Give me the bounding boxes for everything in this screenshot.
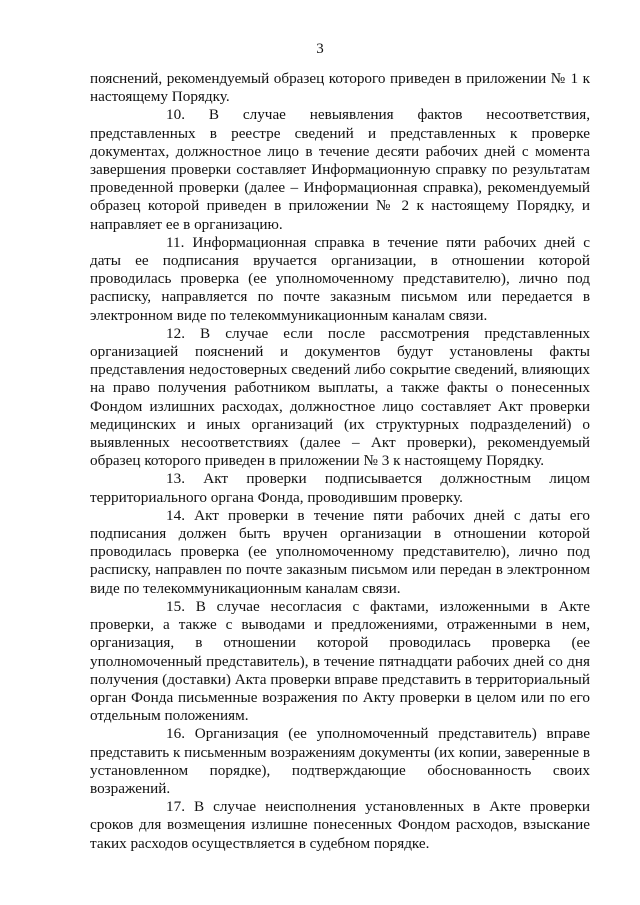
paragraph-text: В случае несогласия с фактами, изложенными в Акте проверки, а также с выводами и предложениями, отраженными в нем, организация, в отношении которой проводилась проверка (ее уполномоченный представитель), в течение пятнадцати рабочих дней со дня получения (доставки) Акта проверки вправе представить в территориальный орган Фонда письменные возражения по Акту проверки в целом или по его отдельным положениям.	[90, 597, 591, 725]
paragraph-12	[90, 325, 590, 471]
paragraph-17	[90, 798, 590, 853]
paragraph-14	[90, 507, 590, 598]
paragraph-11	[90, 234, 590, 325]
paragraph-number: 12.	[166, 324, 185, 342]
paragraph-number: 16.	[166, 725, 185, 743]
paragraph-number: 10.	[166, 106, 185, 124]
paragraph-16	[90, 725, 590, 798]
paragraph-text: В случае если после рассмотрения представленных организацией пояснений и документов будут установлены факты представления недостоверных сведений либо сокрытие сведений, влияющих на право получения работником выплаты, а также факты о понесенных Фондом излишних расходах, должностное лицо составляет Акт проверки медицинских и иных организаций (их структурных подразделений) о выявленных несоответствиях (далее – Акт проверки), рекомендуемый образец которого приведен в приложении № 3 к настоящему Порядку.	[90, 324, 591, 470]
paragraph-10	[90, 106, 590, 233]
paragraph-number: 13.	[166, 470, 185, 488]
paragraph-text: Информационная справка в течение пяти рабочих дней с даты ее подписания вручается организации, в отношении которой проводилась проверка (ее уполномоченному представителю), лично под расписку, направляется по почте заказным письмом или передается в электронном виде по телекоммуникационным каналам связи.	[90, 233, 591, 324]
paragraph-15	[90, 598, 590, 725]
paragraph-text: Организация (ее уполномоченный представитель) вправе представить к письменным возражениям документы (их копии, заверенные в установленном порядке), подтверждающие обоснованность своих возражений.	[90, 725, 591, 797]
paragraph-number: 17.	[166, 798, 185, 816]
paragraph-text: Акт проверки подписывается должностным лицом территориального органа Фонда, проводившим проверку.	[90, 470, 590, 506]
paragraph-number: 14.	[166, 506, 185, 524]
paragraph-text: В случае неисполнения установленных в Акте проверки сроков для возмещения излишне понесенных Фондом расходов, взыскание таких расходов осуществляется в судебном порядке.	[90, 798, 590, 852]
paragraph-13	[90, 470, 590, 506]
document-body	[90, 70, 590, 853]
paragraph-number: 15.	[166, 597, 185, 615]
paragraph-number: 11.	[166, 233, 185, 251]
paragraph-intro: пояснений, рекомендуемый образец которого приведен в приложении № 1 к настоящему Порядку.	[90, 70, 590, 106]
page-number: 3	[316, 41, 324, 57]
paragraph-text: Акт проверки в течение пяти рабочих дней с даты его подписания должен быть вручен организации в отношении которой проводилась проверка (ее уполномоченному представителю), лично под расписку, направлен по почте заказным письмом или передан в электронном виде по телекоммуникационным каналам связи.	[90, 506, 590, 597]
paragraph-text: В случае невыявления фактов несоответствия, представленных в реестре сведений и представленных к проверке документах, должностное лицо в течение десяти рабочих дней с момента завершения проверки составляет Информационную справку по результатам проведенной проверки (далее – Информационная справка), рекомендуемый образец которой приведен в приложении № 2 к настоящему Порядку, и направляет ее в организацию.	[90, 106, 591, 233]
